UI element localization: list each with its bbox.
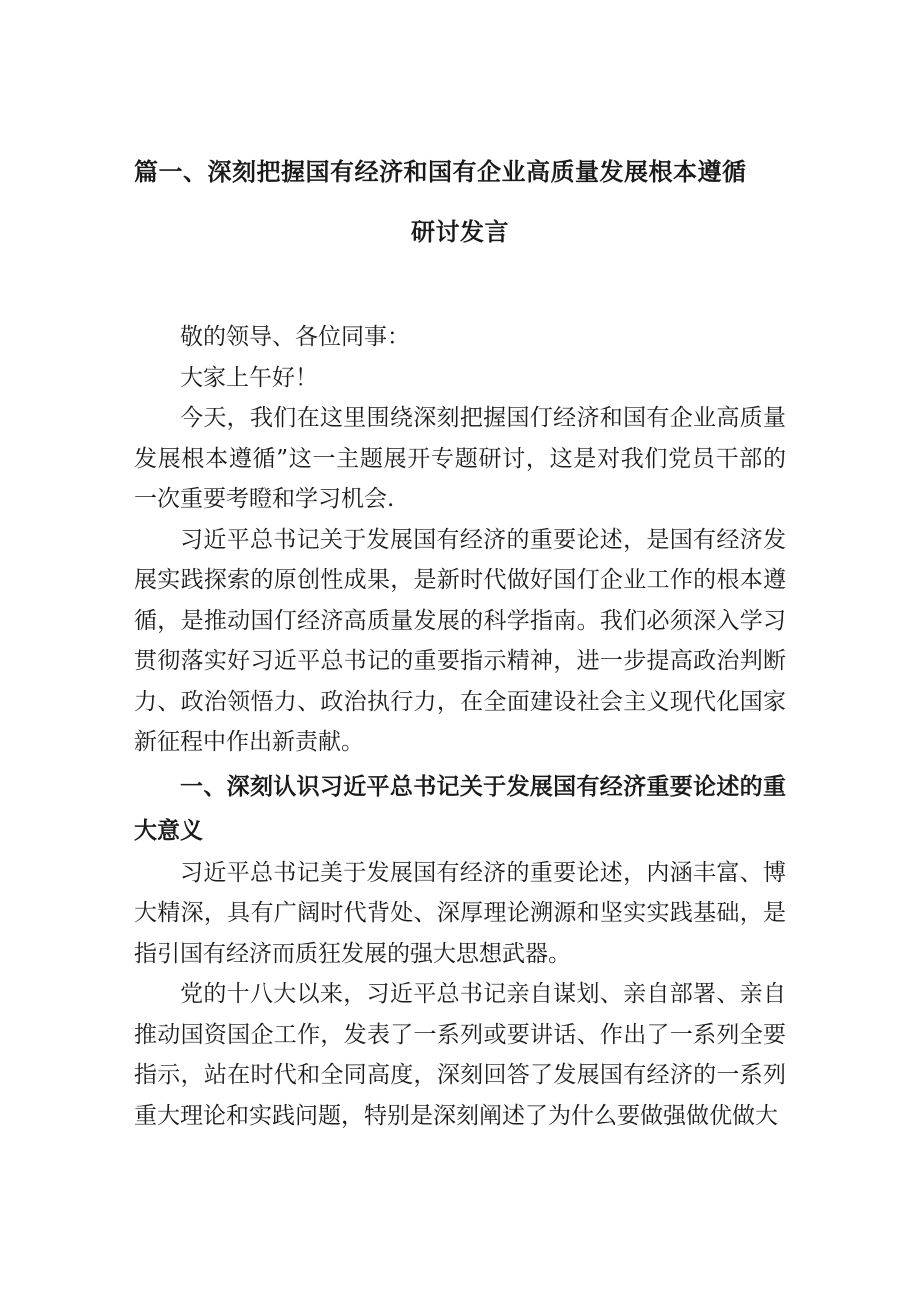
document-body [134, 317, 786, 1136]
document-title-line-2: 研讨发言 [411, 218, 509, 246]
body-paragraph: 习近平总书记美于发展国有经济的重要论述，内涵丰富、博大精深，具有广阔时代背处、深厚理论溯源和坚实实践基础，是指引国有经济而质狂发展的强大思想武器。 [134, 859, 786, 967]
salutation: 敬的领导、各位同事： [180, 324, 410, 350]
document-title-line-1: 篇一、深刻把握国有经济和国有企业高质量发展根本遵循 [134, 158, 747, 186]
body-paragraph: 今天，我们在这里围绕深刻把握国仃经济和国有企业高质量发展根本遵循”这一主题展开专题研讨，这是对我们党员干部的一次重要考瞪和学习机会. [134, 405, 786, 512]
body-paragraph: 党的十八大以来，习近平总书记亲自谋划、亲自部署、亲自推动国资国企工作，发表了一系列或要讲话、作出了一系列全要指示，站在时代和全同高度，深刻回答了发展国有经济的一系列重大理论和实践问题，特别是深刻阐述了为什么要做强做优做大 [134, 981, 786, 1129]
body-paragraph: 习近平总书记关于发展国有经济的重要论述，是国有经济发展实践探索的原创性成果，是新时代做好国仃企业工作的根本遵循，是推动国仃经济高质量发展的科学指南。我们必须深入学习贯彻落实好习近平总书记的重要指示精神，进一步提高政治判断力、政治领悟力、政治执行力，在全面建设社会主义现代化国家新征程中作出新责献。 [134, 526, 786, 755]
greeting: 大家上午好！ [180, 364, 318, 391]
section-heading: 一、深刻认识习近平总书记关于发展国有经济重要论述的重大意义 [134, 773, 786, 844]
